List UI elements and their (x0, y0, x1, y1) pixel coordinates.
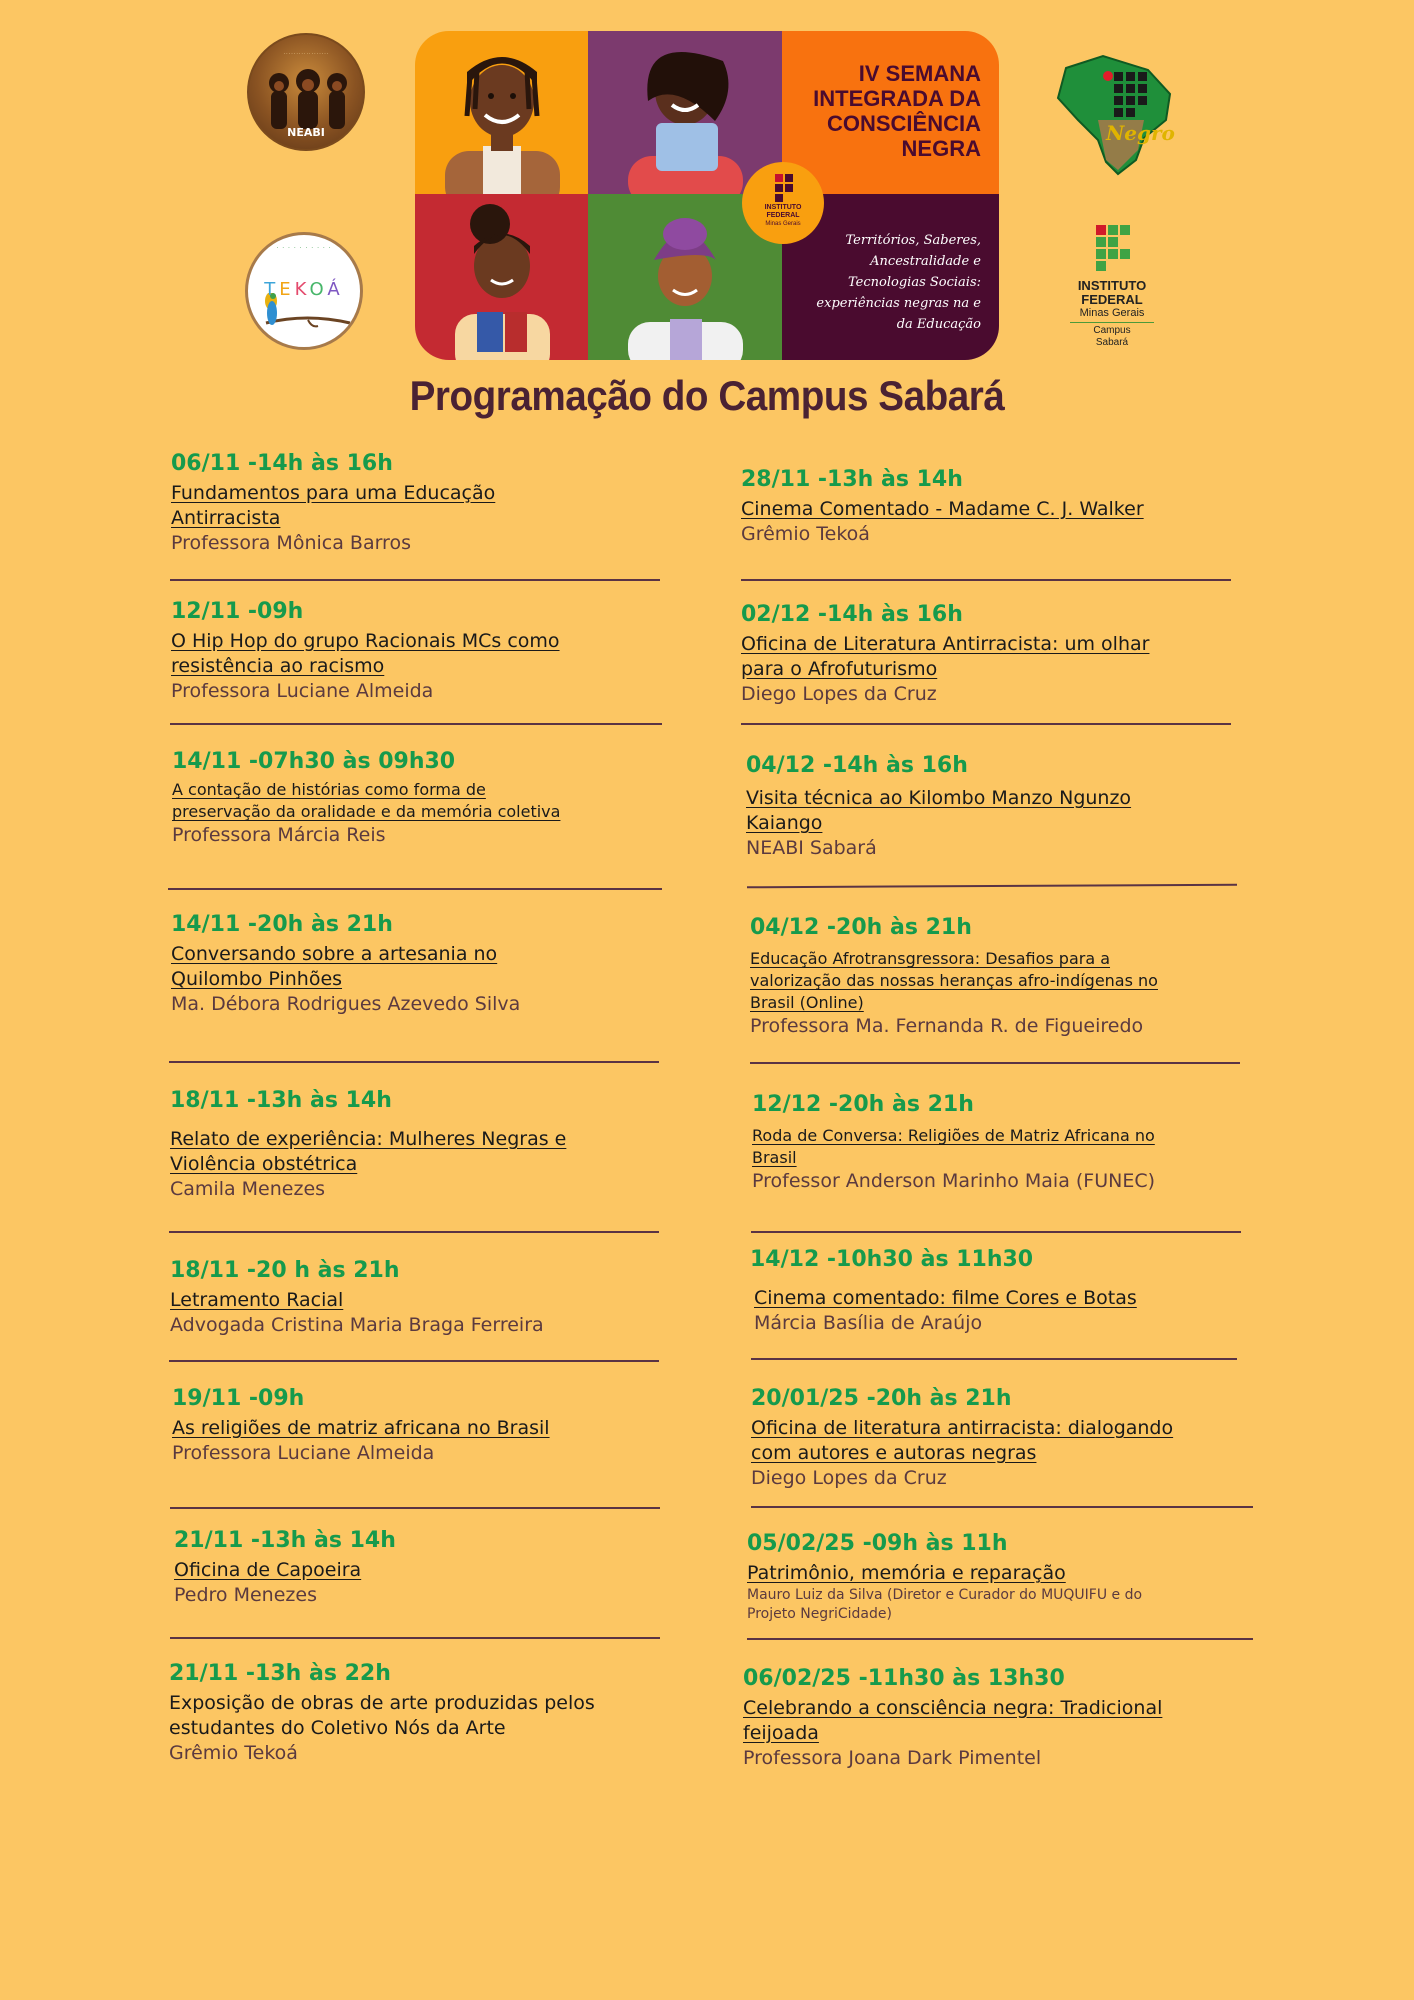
event-item-left-2 (171, 598, 560, 704)
event-item-left-4 (171, 911, 520, 1017)
event-presenter: Professora Mônica Barros (171, 532, 411, 554)
event-presenter: Grêmio Tekoá (169, 1742, 298, 1764)
event-item-left-1 (171, 450, 495, 556)
event-presenter: Ma. Débora Rodrigues Azevedo Silva (171, 993, 521, 1015)
event-date: 18/11 -13h às 14h (170, 1088, 392, 1113)
event-item-right-4 (750, 914, 1158, 1039)
banner-badge-text: INSTITUTO FEDERAL (764, 204, 802, 219)
divider (751, 1506, 1253, 1508)
divider (169, 1231, 659, 1233)
divider (169, 1360, 659, 1362)
event-date: 06/11 -14h às 16h (171, 451, 393, 476)
event-presenter: Professora Luciane Almeida (172, 1442, 435, 1464)
event-presenter: Grêmio Tekoá (741, 523, 870, 545)
divider (747, 884, 1237, 889)
event-title-link[interactable]: Conversando sobre a artesania no Quilombo Pinhões (171, 943, 498, 990)
event-item-right-2 (741, 601, 1149, 707)
divider (741, 579, 1231, 581)
divider (170, 1637, 660, 1639)
divider (170, 579, 660, 581)
event-date: 02/12 -14h às 16h (741, 602, 963, 627)
tekoa-wordmark: TEKOÁ (264, 279, 344, 300)
neabi-label: NEABI (287, 126, 325, 139)
event-presenter: Pedro Menezes (174, 1584, 317, 1606)
event-item-left-9 (169, 1660, 595, 1766)
divider (741, 723, 1231, 725)
page-title: Programação do Campus Sabará (409, 372, 1005, 419)
event-title-link[interactable]: Oficina de Literatura Antirracista: um olhar para o Afrofuturismo (741, 633, 1150, 680)
banner-title: IV SEMANA INTEGRADA DA CONSCIÊNCIA NEGRA (813, 61, 981, 161)
event-item-right-6 (750, 1246, 1137, 1336)
event-title-link[interactable]: Oficina de literatura antirracista: dialogando com autores e autoras negras (751, 1417, 1174, 1464)
event-date: 04/12 -20h às 21h (750, 915, 972, 940)
brazil-map-icon (1048, 50, 1176, 178)
event-date: 12/12 -20h às 21h (752, 1092, 974, 1117)
event-item-right-8 (747, 1530, 1142, 1624)
event-item-right-7 (751, 1385, 1173, 1491)
if-institution-name: INSTITUTO FEDERAL (1077, 278, 1147, 307)
tekoa-logo (245, 232, 363, 350)
event-title-link[interactable]: Educação Afrotransgressora: Desafios para a valorização das nossas heranças afro-indígenas no Brasil (Online) (750, 949, 1158, 1012)
divider (168, 888, 662, 890)
event-date: 28/11 -13h às 14h (741, 467, 963, 492)
if-logo-icon (1096, 225, 1130, 275)
event-title-link[interactable]: As religiões de matriz africana no Brasil (172, 1417, 550, 1439)
event-item-right-1 (741, 466, 1144, 547)
event-presenter: Camila Menezes (170, 1178, 326, 1200)
event-title-link[interactable]: Relato de experiência: Mulheres Negras e Violência obstétrica (170, 1128, 567, 1175)
banner-tile-girl-books (415, 194, 588, 360)
divider (751, 1358, 1237, 1360)
neabi-subtitle-decor: · · · · · · · · · · · · · · · · · · (283, 51, 329, 56)
tekoa-arc-text: · · · · · · · · · · (276, 245, 332, 252)
divider (747, 1638, 1253, 1640)
event-date: 19/11 -09h (172, 1386, 305, 1411)
if-campus-name: Campus Sabará (1093, 325, 1131, 348)
neabi-logo (247, 33, 365, 151)
if-campus-logo (1060, 222, 1164, 352)
event-date: 14/11 -07h30 às 09h30 (172, 749, 456, 774)
banner-tile-woman-tablet (588, 31, 782, 194)
event-date: 21/11 -13h às 14h (174, 1528, 396, 1553)
event-banner (415, 31, 999, 360)
event-title-link[interactable]: Celebrando a consciência negra: Tradicional feijoada (743, 1697, 1163, 1744)
banner-if-badge (742, 162, 824, 244)
event-title-link[interactable]: Patrimônio, memória e reparação (747, 1562, 1066, 1584)
divider (170, 723, 662, 725)
event-title-link[interactable]: Letramento Racial (170, 1289, 344, 1311)
divider (169, 1061, 659, 1063)
banner-badge-sub: Minas Gerais (765, 221, 801, 227)
event-presenter: Diego Lopes da Cruz (751, 1467, 947, 1489)
banner-tile-man (415, 31, 588, 194)
event-title-link[interactable]: Fundamentos para uma Educação Antirracista (171, 482, 496, 529)
if-logo-rule (1070, 322, 1154, 323)
brasil-negro-logo (1048, 50, 1176, 178)
event-date: 18/11 -20 h às 21h (170, 1258, 400, 1283)
negro-label: Negro (1106, 121, 1175, 145)
divider (750, 1062, 1240, 1064)
event-item-left-5 (170, 1087, 566, 1202)
banner-tile-title (782, 31, 999, 194)
event-presenter: NEABI Sabará (746, 837, 877, 859)
event-presenter: Professora Joana Dark Pimentel (743, 1747, 1042, 1769)
event-title-link[interactable]: A contação de histórias como forma de preservação da oralidade e da memória coletiva (172, 780, 561, 821)
event-item-right-9 (743, 1665, 1162, 1771)
event-presenter: Professora Márcia Reis (172, 824, 386, 846)
event-presenter: Mauro Luiz da Silva (Diretor e Curador do MUQUIFU e do Projeto NegriCidade) (747, 1587, 1143, 1622)
neabi-people-illustration (263, 69, 353, 129)
event-title: Exposição de obras de arte produzidas pelos estudantes do Coletivo Nós da Arte (169, 1692, 595, 1739)
event-date: 04/12 -14h às 16h (746, 753, 968, 778)
event-item-left-8 (174, 1527, 396, 1608)
banner-subtitle: Territórios, Saberes, Ancestralidade e Tecnologias Sociais: experiências negras na e da Educação (816, 233, 981, 332)
event-title-link[interactable]: Oficina de Capoeira (174, 1559, 362, 1581)
if-grid-icon (775, 174, 793, 202)
event-title-link[interactable]: O Hip Hop do grupo Racionais MCs como resistência ao racismo (171, 630, 560, 677)
event-presenter: Advogada Cristina Maria Braga Ferreira (170, 1314, 544, 1336)
event-item-right-5 (752, 1091, 1155, 1194)
event-date: 12/11 -09h (171, 599, 304, 624)
event-title-link[interactable]: Cinema Comentado - Madame C. J. Walker (741, 498, 1144, 520)
divider (751, 1231, 1241, 1233)
event-presenter: Professora Luciane Almeida (171, 680, 434, 702)
event-title-link[interactable]: Cinema comentado: filme Cores e Botas (754, 1287, 1137, 1309)
event-item-right-3 (746, 752, 1131, 861)
event-title-link[interactable]: Visita técnica ao Kilombo Manzo Ngunzo Kaiango (746, 787, 1132, 834)
event-item-left-6 (170, 1257, 544, 1338)
event-item-left-7 (172, 1385, 550, 1466)
event-presenter: Professor Anderson Marinho Maia (FUNEC) (752, 1170, 1156, 1192)
divider (170, 1507, 660, 1509)
event-date: 06/02/25 -11h30 às 13h30 (743, 1666, 1065, 1691)
if-state: Minas Gerais (1079, 307, 1145, 319)
event-date: 20/01/25 -20h às 21h (751, 1386, 1012, 1411)
event-date: 21/11 -13h às 22h (169, 1661, 391, 1686)
event-date: 14/11 -20h às 21h (171, 912, 393, 937)
event-date: 05/02/25 -09h às 11h (747, 1531, 1008, 1556)
event-date: 14/12 -10h30 às 11h30 (750, 1247, 1034, 1272)
event-presenter: Márcia Basília de Araújo (754, 1312, 983, 1334)
event-title-link[interactable]: Roda de Conversa: Religiões de Matriz Africana no Brasil (752, 1126, 1155, 1167)
event-presenter: Diego Lopes da Cruz (741, 683, 937, 705)
event-presenter: Professora Ma. Fernanda R. de Figueiredo (750, 1015, 1144, 1037)
event-item-left-3 (172, 748, 560, 848)
